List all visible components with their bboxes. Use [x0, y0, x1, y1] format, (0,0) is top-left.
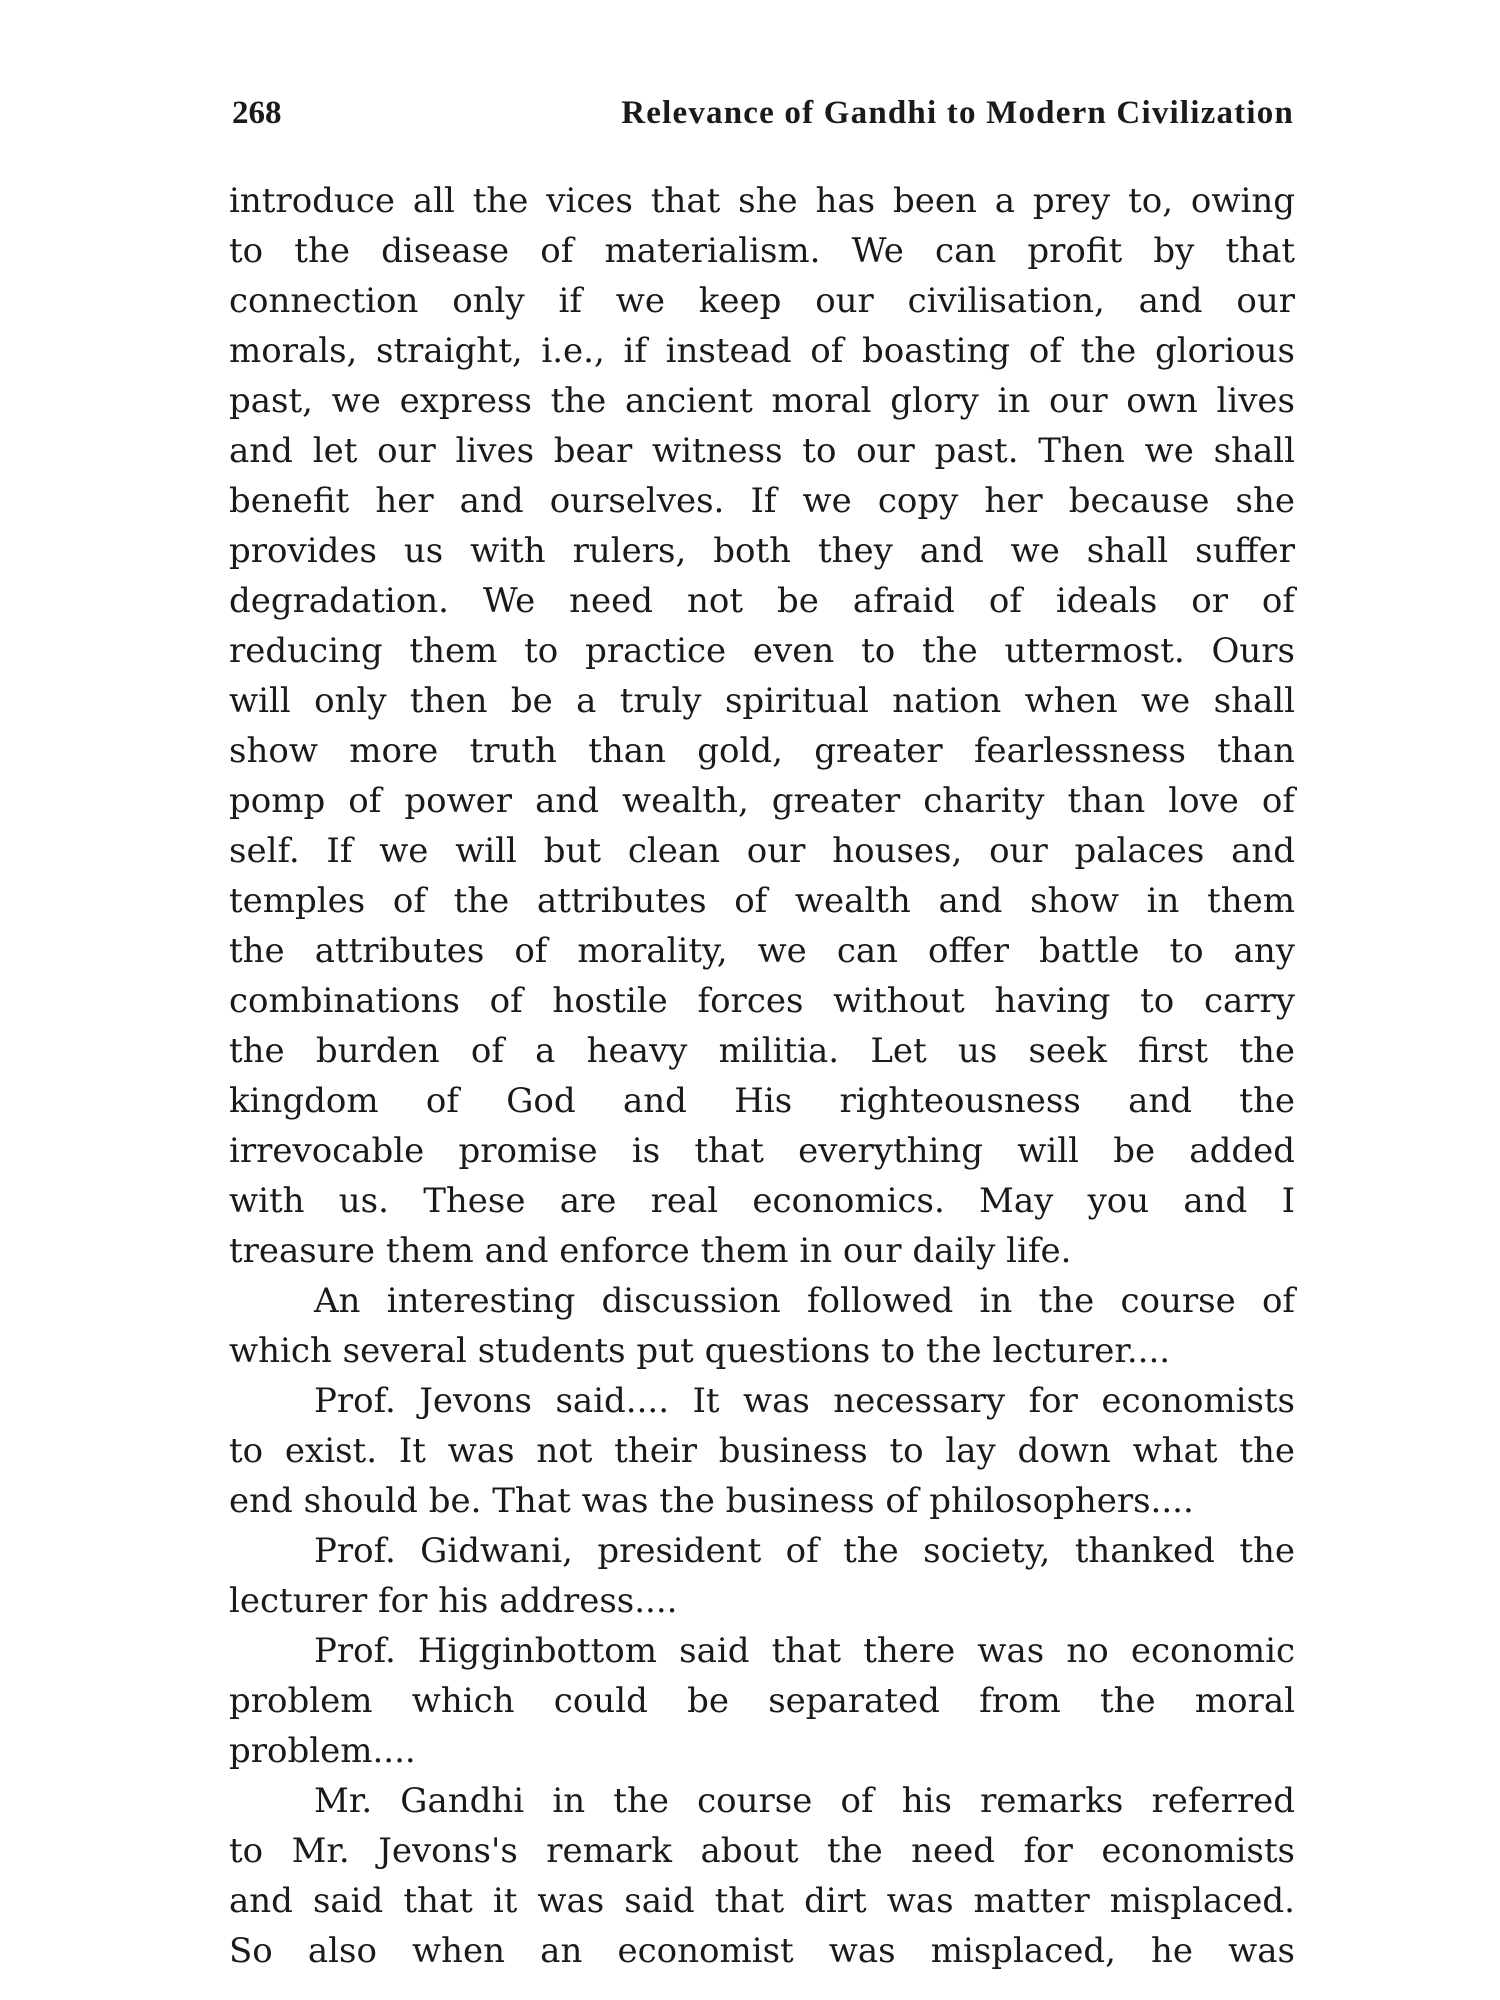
text-line: and let our lives bear witness to our past. Then we shall [229, 431, 1295, 471]
text-line: introduce all the vices that she has been a prey to, owing [229, 181, 1295, 221]
running-title: Relevance of Gandhi to Modern Civilization [621, 95, 1294, 131]
text-line: degradation. We need not be afraid of ideals or of [229, 581, 1295, 621]
text-line: reducing them to practice even to the uttermost. Ours [229, 631, 1295, 671]
page-number: 268 [232, 95, 282, 131]
text-line: An interesting discussion followed in the course of [314, 1281, 1295, 1321]
text-line: Prof. Gidwani, president of the society, thanked the [314, 1531, 1295, 1571]
text-line: treasure them and enforce them in our daily life. [229, 1231, 1072, 1271]
text-line: pomp of power and wealth, greater charity than love of [229, 781, 1295, 821]
text-line: show more truth than gold, greater fearlessness than [229, 731, 1295, 771]
text-line: Mr. Gandhi in the course of his remarks referred [314, 1781, 1295, 1821]
text-line: problem.... [229, 1731, 416, 1771]
text-line: will only then be a truly spiritual nation when we shall [229, 681, 1295, 721]
text-line: combinations of hostile forces without having to carry [229, 981, 1295, 1021]
text-line: to exist. It was not their business to lay down what the [229, 1431, 1295, 1471]
running-head [232, 88, 1294, 138]
text-line: lecturer for his address.... [229, 1581, 678, 1621]
text-line: which several students put questions to the lecturer.... [229, 1331, 1171, 1371]
text-line: to Mr. Jevons's remark about the need for economists [229, 1831, 1295, 1871]
text-line: the burden of a heavy militia. Let us seek first the [229, 1031, 1295, 1071]
text-line: temples of the attributes of wealth and show in them [229, 881, 1295, 921]
text-line: kingdom of God and His righteousness and the [229, 1081, 1295, 1121]
text-line: self. If we will but clean our houses, our palaces and [229, 831, 1295, 871]
text-line: and said that it was said that dirt was matter misplaced. [229, 1881, 1295, 1921]
text-line: irrevocable promise is that everything will be added [229, 1131, 1295, 1171]
text-line: with us. These are real economics. May you and I [229, 1181, 1295, 1221]
text-line: Prof. Jevons said.... It was necessary for economists [314, 1381, 1295, 1421]
text-line: problem which could be separated from the moral [229, 1681, 1295, 1721]
text-line: to the disease of materialism. We can profit by that [229, 231, 1295, 271]
body-text [229, 176, 1295, 1976]
text-line: end should be. That was the business of philosophers.... [229, 1481, 1194, 1521]
text-line: Prof. Higginbottom said that there was no economic [314, 1631, 1295, 1671]
text-line: provides us with rulers, both they and we shall suffer [229, 531, 1295, 571]
text-line: past, we express the ancient moral glory in our own lives [229, 381, 1295, 421]
text-line: the attributes of morality, we can offer battle to any [229, 931, 1295, 971]
text-line: So also when an economist was misplaced, he was [229, 1931, 1295, 1971]
text-line: connection only if we keep our civilisation, and our [229, 281, 1295, 321]
text-line: morals, straight, i.e., if instead of boasting of the glorious [229, 331, 1295, 371]
text-line: benefit her and ourselves. If we copy her because she [229, 481, 1295, 521]
